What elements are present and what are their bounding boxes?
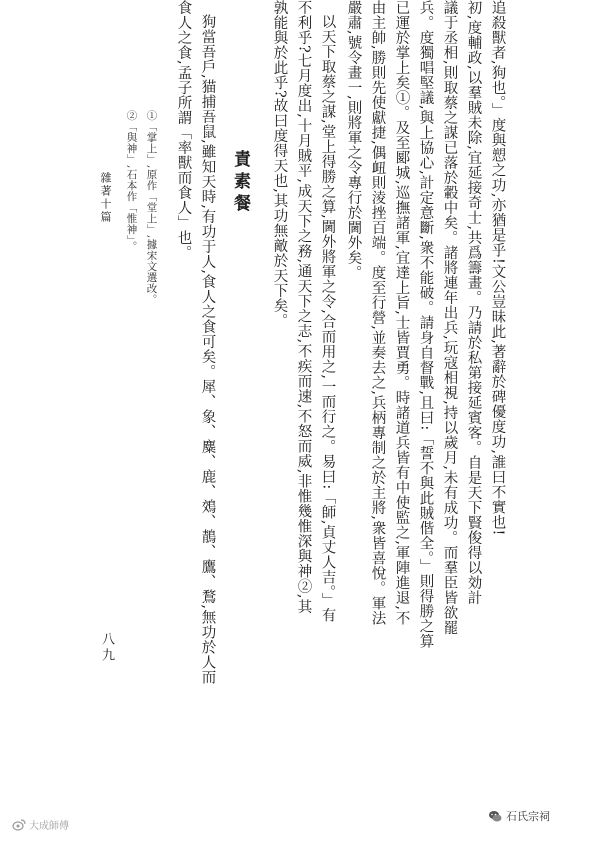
- watermark-right: [488, 808, 550, 824]
- weibo-logo-icon: [12, 818, 26, 832]
- section-title: 責素餐: [230, 150, 250, 216]
- body-column-4: 兵。度獨唱堅議,與上協心,計定意斷,衆不能破。請身自督戰,且曰:「誓不與此賊偕全。」則得勝之算: [417, 0, 434, 649]
- body-column-9: 不利乎?七月度出,十月賊平,成天下之務,通天下之志,不疾而速,不怒而威,非惟幾惟深與神②,其: [295, 0, 312, 615]
- body-column-5: 已運於掌上矣①。及至郾城,巡撫諸軍,宜達上旨,士皆賈勇。時諸道兵皆有中使監之,軍陣進退,不: [393, 0, 410, 626]
- watermark-left: [12, 817, 69, 832]
- section-column-2: 食人之食,孟子所謂「率獸而食人」也。: [175, 0, 192, 261]
- body-column-10: 孰能與於此乎?故曰度得天也,其功無敵於天下矣。: [271, 0, 288, 329]
- watermark-right-text: 石氏宗祠: [506, 810, 550, 823]
- body-column-1: 追殺獸者,狗也。」度與愬之功,亦猶是乎!文公豈昧此,著辭於碑優度功,誰曰不實也!: [489, 0, 506, 536]
- body-column-2: 初,度輔政,以羣賊未除,宜延接奇士,共爲籌畫。乃請於私第接延賓客。自是天下賢俊得以効計: [465, 0, 482, 606]
- section-column-1: 狗當吾戶,猫捕吾鼠,雖知天時,有功于人,食人之食可矣。犀、象、麋、鹿、鵁、鶄、鷹、鶩,無功於人而: [199, 14, 216, 685]
- footnote-2: ②「與神」,石本作「惟神」。: [125, 110, 138, 252]
- wechat-logo-icon: [488, 809, 502, 823]
- body-column-3: 議于丞相,則取蔡之謀已落於轂中矣。諸將連年出兵,玩寇相視,持以歲月,未有成功。而羣臣皆欲罷: [441, 0, 458, 636]
- page-number: 八九: [99, 632, 114, 664]
- body-column-7: 嚴肅,號令畫一,則將軍之令專行於閫外矣。: [345, 0, 362, 281]
- footnote-1: ①「掌上」,原作「堂上」,據宋文選改。: [145, 110, 158, 305]
- running-header: 雜著十篇: [99, 172, 112, 224]
- watermark-left-text: 大成師傅: [29, 821, 69, 832]
- body-column-8: 以天下取蔡之謀,堂上得勝之算,閫外將軍之令,合而用之,一而行之。易曰:「師,貞丈人吉。」有: [319, 14, 336, 623]
- body-column-6: 由主帥,勝則先使獻捷,偶衄則淩挫百端。度至行營,並奏去之,兵柄專制之於主將,衆皆喜悅。軍法: [369, 0, 386, 626]
